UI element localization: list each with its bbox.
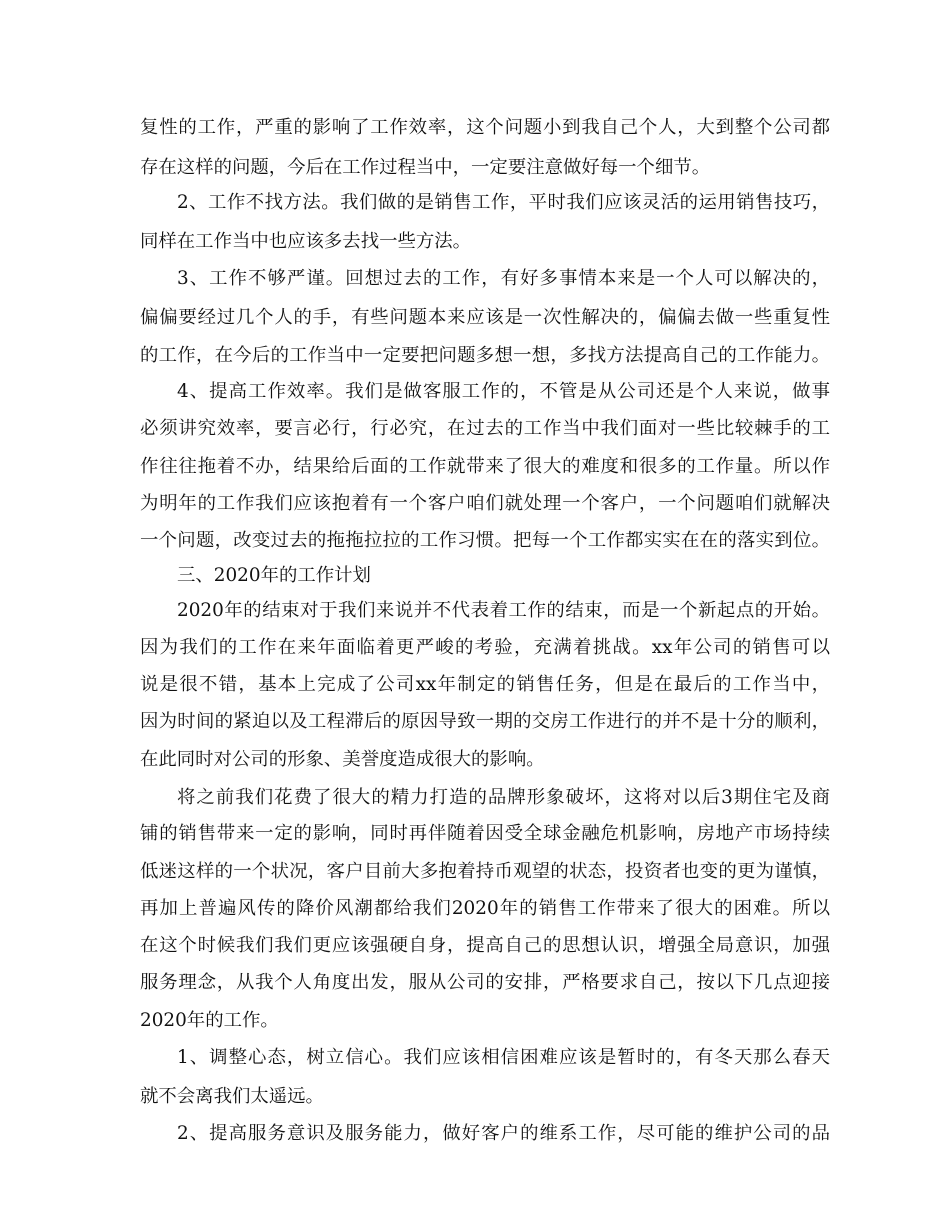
paragraph-line: 在此同时对公司的形象、美誉度造成很大的影响。 (140, 749, 545, 770)
paragraph-line: 就不会离我们太遥远。 (140, 1086, 324, 1107)
paragraph-line: 偏偏要经过几个人的手，有些问题本来应该是一次性解决的，偏偏去做一些重复性 (140, 307, 830, 328)
paragraph-line: 低迷这样的一个状况，客户目前大多抱着持币观望的状态，投资者也变的更为谨慎， (140, 861, 830, 882)
paragraph-line: 因为我们的工作在来年面临着更严峻的考验，充满着挑战。xx年公司的销售可以 (140, 637, 830, 658)
paragraph-line: 3、工作不够严谨。回想过去的工作，有好多事情本来是一个人可以解决的， (177, 268, 830, 289)
paragraph-line: 一个问题，改变过去的拖拖拉拉的工作习惯。把每一个工作都实实在在的落实到位。 (140, 530, 830, 551)
paragraph-line: 2、提高服务意识及服务能力，做好客户的维系工作，尽可能的维护公司的品 (177, 1123, 830, 1144)
paragraph-line: 的工作，在今后的工作当中一定要把问题多想一想，多找方法提高自己的工作能力。 (140, 345, 830, 366)
paragraph-line: 1、调整心态，树立信心。我们应该相信困难应该是暂时的，有冬天那么春天 (177, 1047, 830, 1068)
paragraph-line: 复性的工作，严重的影响了工作效率，这个问题小到我自己个人，大到整个公司都 (140, 117, 830, 138)
paragraph-line: 2、工作不找方法。我们做的是销售工作，平时我们应该灵活的运用销售技巧， (177, 192, 830, 213)
paragraph-line: 存在这样的问题，今后在工作过程当中，一定要注意做好每一个细节。 (140, 157, 711, 178)
section-heading: 三、2020年的工作计划 (177, 565, 371, 586)
paragraph-line: 同样在工作当中也应该多去找一些方法。 (140, 231, 472, 252)
paragraph-line: 说是很不错，基本上完成了公司xx年制定的销售任务，但是在最后的工作当中， (140, 674, 830, 695)
paragraph-line: 再加上普遍风传的降价风潮都给我们2020年的销售工作带来了很大的困难。所以 (140, 898, 830, 919)
paragraph-line: 必须讲究效率，要言必行，行必究，在过去的工作当中我们面对一些比较棘手的工 (140, 418, 830, 439)
paragraph-line: 2020年的工作。 (140, 1010, 279, 1031)
paragraph-line: 铺的销售带来一定的影响，同时再伴随着因受全球金融危机影响，房地产市场持续 (140, 823, 830, 844)
paragraph-line: 在这个时候我们我们更应该强硬自身，提高自己的思想认识，增强全局意识，加强 (140, 935, 830, 956)
paragraph-line: 4、提高工作效率。我们是做客服工作的，不管是从公司还是个人来说，做事 (177, 381, 830, 402)
paragraph-line: 作往往拖着不办，结果给后面的工作就带来了很大的难度和很多的工作量。所以作 (140, 456, 830, 477)
paragraph-line: 将之前我们花费了很大的精力打造的品牌形象破坏，这将对以后3期住宅及商 (177, 787, 830, 808)
paragraph-line: 为明年的工作我们应该抱着有一个客户咱们就处理一个客户，一个问题咱们就解决 (140, 493, 830, 514)
paragraph-line: 服务理念，从我个人角度出发，服从公司的安排，严格要求自己，按以下几点迎接 (140, 972, 830, 993)
paragraph-line: 因为时间的紧迫以及工程滞后的原因导致一期的交房工作进行的并不是十分的顺利， (140, 711, 830, 732)
paragraph-line: 2020年的结束对于我们来说并不代表着工作的结束，而是一个新起点的开始。 (177, 600, 830, 621)
